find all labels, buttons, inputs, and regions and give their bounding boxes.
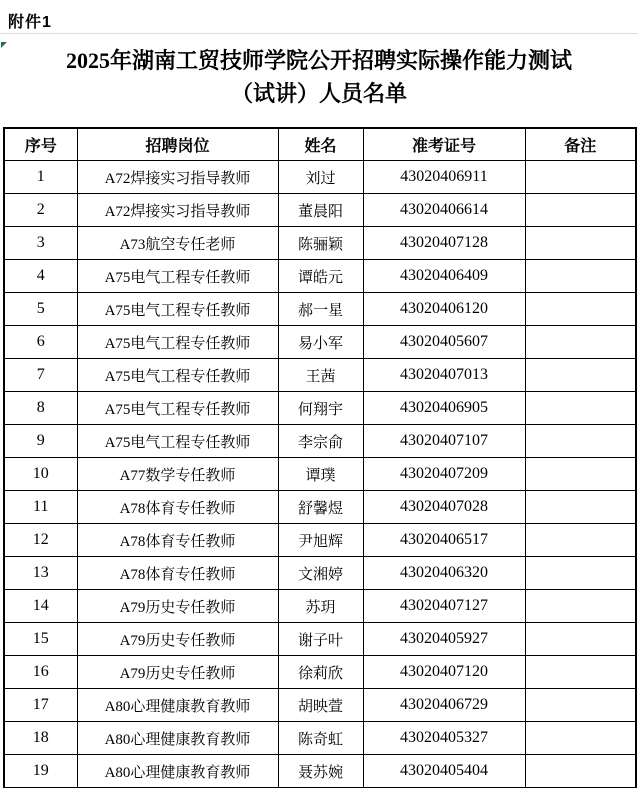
- cell-ticket-number: 43020406614: [363, 194, 525, 227]
- header-serial-number: 序号: [4, 128, 77, 161]
- cell-name: 陈奇虹: [278, 722, 363, 755]
- table-row: [4, 491, 636, 524]
- header-position: 招聘岗位: [77, 128, 278, 161]
- table-row: [4, 293, 636, 326]
- cell-name: 谭皓元: [278, 260, 363, 293]
- cell-name: 谢子叶: [278, 623, 363, 656]
- cell-serial-number: 8: [4, 392, 77, 425]
- cell-name: 何翔宇: [278, 392, 363, 425]
- table-row: [4, 656, 636, 689]
- cell-ticket-number: 43020406911: [363, 161, 525, 194]
- cell-name: 文湘婷: [278, 557, 363, 590]
- cell-name: 苏玥: [278, 590, 363, 623]
- cell-name: 董晨阳: [278, 194, 363, 227]
- cell-ticket-number: 43020407128: [363, 227, 525, 260]
- cell-position: A79历史专任教师: [77, 623, 278, 656]
- cell-ticket-number: 43020406729: [363, 689, 525, 722]
- cell-position: A72焊接实习指导教师: [77, 194, 278, 227]
- cell-remarks: [525, 590, 636, 623]
- cell-remarks: [525, 557, 636, 590]
- cell-name: 郝一星: [278, 293, 363, 326]
- cell-position: A78体育专任教师: [77, 557, 278, 590]
- cell-serial-number: 1: [4, 161, 77, 194]
- cell-remarks: [525, 656, 636, 689]
- cell-serial-number: 16: [4, 656, 77, 689]
- cell-remarks: [525, 425, 636, 458]
- cell-remarks: [525, 392, 636, 425]
- cell-ticket-number: 43020407127: [363, 590, 525, 623]
- cell-remarks: [525, 524, 636, 557]
- cell-ticket-number: 43020407209: [363, 458, 525, 491]
- title-line-1: 2025年湖南工贸技师学院公开招聘实际操作能力测试: [65, 48, 572, 73]
- cell-serial-number: 19: [4, 755, 77, 788]
- cell-remarks: [525, 260, 636, 293]
- table-row: [4, 359, 636, 392]
- cell-serial-number: 7: [4, 359, 77, 392]
- cell-remarks: [525, 194, 636, 227]
- cell-position: A80心理健康教育教师: [77, 755, 278, 788]
- cell-serial-number: 6: [4, 326, 77, 359]
- cell-ticket-number: 43020407028: [363, 491, 525, 524]
- cell-serial-number: 11: [4, 491, 77, 524]
- table-row: [4, 392, 636, 425]
- cell-remarks: [525, 227, 636, 260]
- cell-position: A78体育专任教师: [77, 491, 278, 524]
- cell-position: A75电气工程专任教师: [77, 392, 278, 425]
- table-row: [4, 623, 636, 656]
- title-line-2: （试讲）人员名单: [230, 81, 407, 106]
- cell-serial-number: 2: [4, 194, 77, 227]
- cell-position: A80心理健康教育教师: [77, 722, 278, 755]
- cell-serial-number: 9: [4, 425, 77, 458]
- cell-ticket-number: 43020406517: [363, 524, 525, 557]
- cell-remarks: [525, 491, 636, 524]
- cell-position: A72焊接实习指导教师: [77, 161, 278, 194]
- cell-name: 谭璞: [278, 458, 363, 491]
- table-row: [4, 227, 636, 260]
- cell-name: 尹旭辉: [278, 524, 363, 557]
- cell-name: 陈骊颖: [278, 227, 363, 260]
- table-row: [4, 689, 636, 722]
- cell-position: A79历史专任教师: [77, 656, 278, 689]
- header-ticket-number: 准考证号: [363, 128, 525, 161]
- cell-ticket-number: 43020405327: [363, 722, 525, 755]
- cell-serial-number: 10: [4, 458, 77, 491]
- cell-position: A75电气工程专任教师: [77, 260, 278, 293]
- cell-serial-number: 4: [4, 260, 77, 293]
- cell-position: A80心理健康教育教师: [77, 689, 278, 722]
- cell-position: A73航空专任老师: [77, 227, 278, 260]
- header-name: 姓名: [278, 128, 363, 161]
- cell-serial-number: 5: [4, 293, 77, 326]
- cell-serial-number: 12: [4, 524, 77, 557]
- cell-name: 李宗俞: [278, 425, 363, 458]
- cell-name: 徐莉欣: [278, 656, 363, 689]
- cell-position: A79历史专任教师: [77, 590, 278, 623]
- cell-remarks: [525, 326, 636, 359]
- cell-remarks: [525, 458, 636, 491]
- cell-ticket-number: 43020405607: [363, 326, 525, 359]
- cell-position: A78体育专任教师: [77, 524, 278, 557]
- document-title: [0, 44, 638, 110]
- table-row: [4, 590, 636, 623]
- table-row: [4, 326, 636, 359]
- table-row: [4, 755, 636, 788]
- cell-position: A75电气工程专任教师: [77, 326, 278, 359]
- cell-ticket-number: 43020405927: [363, 623, 525, 656]
- cell-name: 刘过: [278, 161, 363, 194]
- table-header-row: [4, 128, 636, 161]
- cell-ticket-number: 43020405404: [363, 755, 525, 788]
- cell-remarks: [525, 293, 636, 326]
- table-row: [4, 260, 636, 293]
- cell-ticket-number: 43020406120: [363, 293, 525, 326]
- table-row: [4, 194, 636, 227]
- cell-name: 王茜: [278, 359, 363, 392]
- cell-name: 舒馨煜: [278, 491, 363, 524]
- cell-name: 易小军: [278, 326, 363, 359]
- header-remarks: 备注: [525, 128, 636, 161]
- table-row: [4, 557, 636, 590]
- cell-position: A75电气工程专任教师: [77, 359, 278, 392]
- cell-ticket-number: 43020406409: [363, 260, 525, 293]
- table-row: [4, 161, 636, 194]
- cell-remarks: [525, 161, 636, 194]
- table-row: [4, 458, 636, 491]
- cell-serial-number: 13: [4, 557, 77, 590]
- cell-position: A75电气工程专任教师: [77, 425, 278, 458]
- cell-position: A77数学专任教师: [77, 458, 278, 491]
- cell-name: 胡映萱: [278, 689, 363, 722]
- cell-ticket-number: 43020407107: [363, 425, 525, 458]
- cell-serial-number: 17: [4, 689, 77, 722]
- cell-serial-number: 14: [4, 590, 77, 623]
- cell-serial-number: 3: [4, 227, 77, 260]
- cell-name: 聂苏婉: [278, 755, 363, 788]
- table-row: [4, 425, 636, 458]
- cell-remarks: [525, 722, 636, 755]
- attachment-label: 附件1: [8, 14, 52, 31]
- cell-remarks: [525, 623, 636, 656]
- cell-ticket-number: 43020406905: [363, 392, 525, 425]
- cell-position: A75电气工程专任教师: [77, 293, 278, 326]
- cell-serial-number: 18: [4, 722, 77, 755]
- gridline-divider: [0, 33, 638, 34]
- roster-table: [3, 127, 637, 788]
- table-row: [4, 722, 636, 755]
- cell-remarks: [525, 359, 636, 392]
- table-row: [4, 524, 636, 557]
- cell-remarks: [525, 755, 636, 788]
- cell-remarks: [525, 689, 636, 722]
- cell-ticket-number: 43020407013: [363, 359, 525, 392]
- cell-ticket-number: 43020406320: [363, 557, 525, 590]
- table-body: [4, 161, 636, 788]
- cell-serial-number: 15: [4, 623, 77, 656]
- cell-ticket-number: 43020407120: [363, 656, 525, 689]
